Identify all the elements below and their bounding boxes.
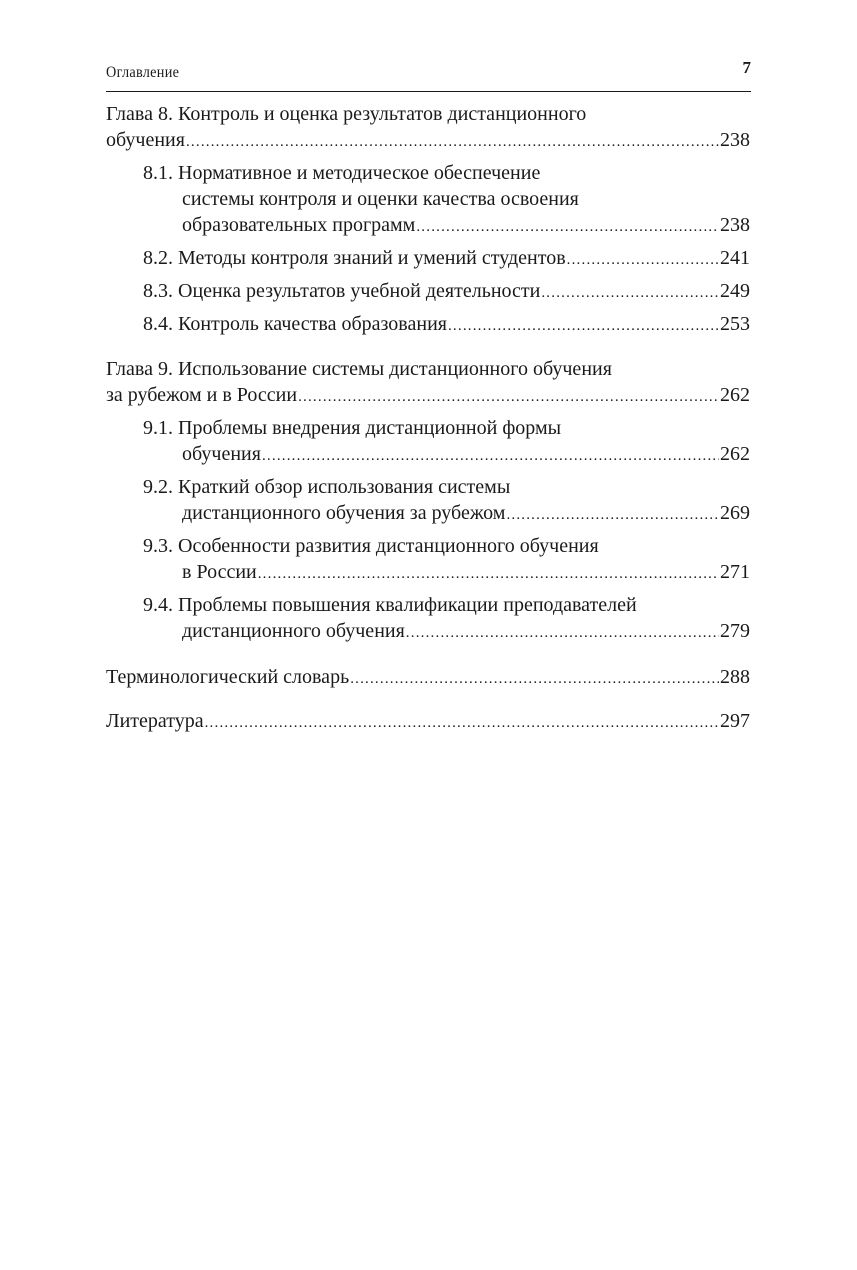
- toc-chapter-title-cont: обучения: [106, 129, 185, 151]
- toc-page-ref: 238: [720, 214, 750, 236]
- toc-section-title: 8.4. Контроль качества образования: [143, 313, 447, 335]
- dot-leader: [541, 280, 719, 306]
- toc-section-title-cont: дистанционного обучения: [182, 620, 405, 642]
- toc-literature[interactable]: [106, 708, 750, 736]
- toc-section-title-cont: обучения: [182, 443, 261, 465]
- toc-section-title: 9.2. Краткий обзор использования системы: [143, 476, 511, 498]
- toc-section-title-cont: образовательных программ: [182, 214, 416, 236]
- dot-leader: [258, 561, 719, 587]
- dot-leader: [298, 384, 719, 410]
- toc-page-ref: 253: [720, 313, 750, 335]
- toc-section-8-3[interactable]: [143, 278, 750, 306]
- table-of-contents: [106, 101, 750, 736]
- toc-section-9-2[interactable]: [143, 474, 750, 528]
- dot-leader: [567, 247, 719, 273]
- toc-entry-title: Литература: [106, 710, 204, 732]
- toc-section-title-cont: системы контроля и оценки качества освоения: [182, 188, 579, 210]
- toc-chapter-9[interactable]: [106, 356, 750, 410]
- toc-section-8-1[interactable]: [143, 160, 750, 240]
- dot-leader: [350, 666, 719, 692]
- toc-page-ref: 238: [720, 129, 750, 151]
- page-number: 7: [742, 58, 751, 77]
- toc-section-9-3[interactable]: [143, 533, 750, 587]
- toc-page-ref: 297: [720, 710, 750, 732]
- dot-leader: [205, 710, 719, 736]
- running-head: [106, 58, 751, 92]
- toc-entry-title: Терминологический словарь: [106, 666, 350, 688]
- toc-section-9-4[interactable]: [143, 592, 750, 646]
- toc-section-title: 9.3. Особенности развития дистанционного обучения: [143, 535, 599, 557]
- dot-leader: [262, 443, 719, 469]
- toc-page-ref: 249: [720, 280, 750, 302]
- dot-leader: [416, 214, 719, 240]
- toc-section-title: 9.4. Проблемы повышения квалификации преподавателей: [143, 594, 637, 616]
- toc-section-title: 8.2. Методы контроля знаний и умений студентов: [143, 247, 566, 269]
- toc-section-title-cont: в России: [182, 561, 257, 583]
- toc-chapter-title: Глава 9. Использование системы дистанционного обучения: [106, 358, 612, 380]
- toc-page-ref: 262: [720, 443, 750, 465]
- dot-leader: [506, 502, 719, 528]
- toc-chapter-title: Глава 8. Контроль и оценка результатов дистанционного: [106, 103, 587, 125]
- toc-section-9-1[interactable]: [143, 415, 750, 469]
- toc-section-title: 8.1. Нормативное и методическое обеспечение: [143, 162, 541, 184]
- running-head-title: Оглавление: [106, 64, 180, 81]
- toc-page-ref: 241: [720, 247, 750, 269]
- dot-leader: [186, 129, 719, 155]
- toc-section-title-cont: дистанционного обучения за рубежом: [182, 502, 506, 524]
- dot-leader: [406, 620, 719, 646]
- toc-page-ref: 269: [720, 502, 750, 524]
- toc-section-8-2[interactable]: [143, 245, 750, 273]
- toc-page-ref: 262: [720, 384, 750, 406]
- toc-page-ref: 279: [720, 620, 750, 642]
- toc-chapter-8[interactable]: [106, 101, 750, 155]
- toc-section-title: 9.1. Проблемы внедрения дистанционной формы: [143, 417, 562, 439]
- toc-page-ref: 288: [720, 666, 750, 688]
- toc-section-title: 8.3. Оценка результатов учебной деятельности: [143, 280, 541, 302]
- toc-page-ref: 271: [720, 561, 750, 583]
- toc-chapter-title-cont: за рубежом и в России: [106, 384, 298, 406]
- toc-glossary[interactable]: [106, 664, 750, 692]
- toc-section-8-4[interactable]: [143, 311, 750, 339]
- dot-leader: [448, 313, 719, 339]
